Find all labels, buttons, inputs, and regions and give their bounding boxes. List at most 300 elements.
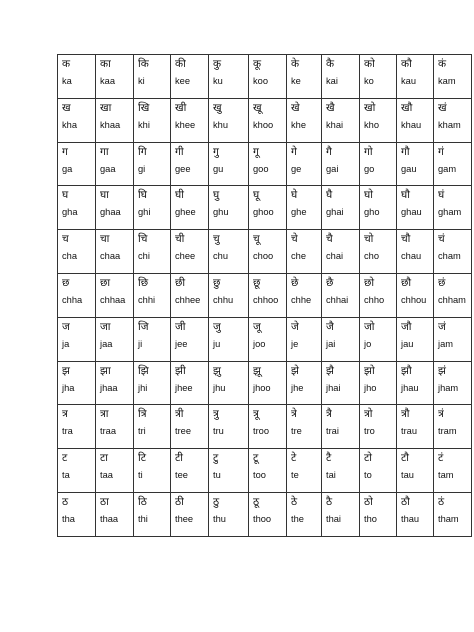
transliteration: gu [213, 163, 224, 174]
transliteration: koo [253, 76, 268, 86]
transliteration: kam [438, 76, 456, 86]
syllable-cell [96, 492, 134, 536]
transliteration: ghau [401, 207, 422, 218]
devanagari-syllable: घ [62, 189, 69, 202]
transliteration: jee [175, 338, 188, 349]
devanagari-syllable: कू [253, 58, 262, 70]
devanagari-syllable: छ [62, 276, 70, 289]
transliteration: chhe [291, 294, 312, 305]
devanagari-syllable: झ [62, 364, 70, 377]
transliteration: chhee [175, 294, 201, 305]
table-row [58, 186, 472, 230]
devanagari-syllable: टि [138, 452, 147, 465]
syllable-cell [397, 361, 434, 405]
transliteration: chhaa [100, 294, 126, 305]
transliteration: chu [213, 251, 228, 262]
devanagari-syllable: जे [291, 320, 299, 333]
syllable-cell [209, 361, 249, 405]
devanagari-syllable: का [100, 58, 111, 70]
syllable-cell [134, 186, 171, 230]
transliteration: thee [175, 513, 194, 524]
transliteration: chaa [100, 251, 121, 262]
transliteration: ku [213, 76, 223, 86]
transliteration: ju [213, 338, 221, 349]
syllable-cell [209, 449, 249, 493]
devanagari-syllable: खं [438, 101, 447, 114]
syllable-cell [360, 273, 397, 317]
syllable-cell [209, 142, 249, 186]
devanagari-syllable: खि [138, 101, 150, 114]
devanagari-syllable: छौ [401, 276, 412, 289]
devanagari-syllable: त्रो [364, 408, 373, 421]
transliteration: kho [364, 119, 379, 130]
devanagari-syllable: कं [438, 58, 447, 70]
devanagari-syllable: त्री [175, 408, 184, 421]
transliteration: go [364, 163, 375, 174]
devanagari-syllable: झु [213, 364, 221, 377]
syllable-cell [287, 449, 322, 493]
devanagari-syllable: टौ [401, 452, 410, 465]
syllable-cell [209, 273, 249, 317]
devanagari-syllable: चा [100, 233, 110, 246]
transliteration: jha [62, 382, 75, 393]
syllable-cell [434, 98, 472, 142]
devanagari-syllable: त्रै [326, 408, 332, 421]
transliteration: too [253, 470, 266, 481]
transliteration: ghu [213, 207, 229, 218]
transliteration: jaa [100, 338, 113, 349]
syllable-cell [360, 55, 397, 99]
syllable-cell [171, 98, 209, 142]
syllable-cell [134, 98, 171, 142]
devanagari-syllable: झू [253, 364, 261, 377]
syllable-cell [58, 317, 96, 361]
transliteration: tai [326, 470, 336, 481]
devanagari-syllable: घी [175, 189, 184, 202]
syllable-cell [397, 98, 434, 142]
transliteration: troo [253, 426, 270, 437]
syllable-cell [287, 405, 322, 449]
devanagari-syllable: ची [175, 233, 185, 246]
syllable-cell [322, 449, 360, 493]
syllable-cell [434, 230, 472, 274]
devanagari-syllable: छु [213, 276, 221, 289]
syllable-cell [209, 55, 249, 99]
syllable-cell [322, 98, 360, 142]
syllable-cell [434, 449, 472, 493]
transliteration: jhai [326, 382, 341, 393]
transliteration: ti [138, 470, 143, 481]
transliteration: chhu [213, 294, 234, 305]
transliteration: tree [175, 426, 192, 437]
transliteration: gau [401, 163, 417, 174]
devanagari-syllable: ठो [364, 495, 373, 508]
syllable-cell [58, 230, 96, 274]
devanagari-syllable: चे [291, 233, 298, 246]
transliteration: cha [62, 251, 77, 262]
transliteration: kaa [100, 76, 115, 86]
devanagari-syllable: घै [326, 189, 333, 202]
syllable-cell [322, 142, 360, 186]
syllable-cell [58, 361, 96, 405]
devanagari-syllable: कि [138, 58, 149, 70]
syllable-cell [96, 449, 134, 493]
devanagari-syllable: छो [364, 276, 375, 289]
syllable-cell [434, 317, 472, 361]
table-row [58, 317, 472, 361]
devanagari-syllable: जं [438, 320, 446, 333]
transliteration: ghi [138, 207, 151, 218]
devanagari-syllable: को [364, 58, 375, 70]
devanagari-syllable: चौ [401, 233, 411, 246]
syllable-cell [322, 55, 360, 99]
transliteration: chham [438, 294, 466, 305]
syllable-cell [360, 361, 397, 405]
table-row [58, 230, 472, 274]
devanagari-syllable: त्रु [213, 408, 219, 421]
syllable-cell [58, 449, 96, 493]
transliteration: thai [326, 513, 341, 524]
syllable-cell [134, 361, 171, 405]
transliteration: tam [438, 470, 454, 481]
devanagari-syllable: ठे [291, 495, 298, 508]
transliteration: kai [326, 76, 338, 86]
transliteration: trai [326, 426, 339, 437]
transliteration: ga [62, 163, 73, 174]
devanagari-syllable: झी [175, 364, 186, 377]
devanagari-syllable: जौ [401, 320, 412, 333]
transliteration: tha [62, 513, 75, 524]
syllable-cell [322, 492, 360, 536]
devanagari-syllable: च [62, 233, 69, 246]
syllable-cell [397, 449, 434, 493]
syllable-cell [209, 186, 249, 230]
syllable-cell [134, 230, 171, 274]
syllable-cell [360, 230, 397, 274]
transliteration: cho [364, 251, 379, 262]
transliteration: khaa [100, 119, 121, 130]
transliteration: jhu [213, 382, 226, 393]
transliteration: gi [138, 163, 146, 174]
transliteration: jhe [291, 382, 304, 393]
syllable-cell [58, 273, 96, 317]
devanagari-syllable: घे [291, 189, 298, 202]
devanagari-syllable: झे [291, 364, 299, 377]
transliteration: jhaa [100, 382, 118, 393]
devanagari-syllable: ठी [175, 495, 184, 508]
devanagari-syllable: टं [438, 452, 444, 465]
transliteration: te [291, 470, 299, 481]
transliteration: tre [291, 426, 302, 437]
devanagari-syllable: छं [438, 276, 446, 289]
devanagari-syllable: गी [175, 145, 184, 158]
devanagari-syllable: त्रा [100, 408, 109, 421]
syllable-cell [397, 405, 434, 449]
table-row [58, 405, 472, 449]
syllable-table-body [58, 55, 472, 537]
transliteration: chau [401, 251, 422, 262]
transliteration: the [291, 513, 304, 524]
transliteration: ka [62, 76, 72, 86]
devanagari-syllable: ठा [100, 495, 109, 508]
devanagari-syllable: टै [326, 452, 332, 465]
transliteration: chhoo [253, 294, 279, 305]
transliteration: tu [213, 470, 221, 481]
transliteration: kha [62, 119, 77, 130]
syllable-cell [171, 273, 209, 317]
devanagari-syllable: झौ [401, 364, 412, 377]
devanagari-syllable: गू [253, 145, 259, 158]
syllable-cell [397, 142, 434, 186]
syllable-cell [58, 186, 96, 230]
syllable-cell [360, 405, 397, 449]
transliteration: chhou [401, 294, 427, 305]
transliteration: ja [62, 338, 70, 349]
transliteration: tra [62, 426, 73, 437]
syllable-cell [171, 186, 209, 230]
transliteration: jhi [138, 382, 148, 393]
devanagari-syllable: टू [253, 452, 259, 465]
devanagari-syllable: कौ [401, 58, 412, 70]
table-row [58, 361, 472, 405]
syllable-cell [249, 361, 287, 405]
devanagari-syllable: खु [213, 101, 222, 114]
syllable-cell [209, 405, 249, 449]
syllable-cell [287, 98, 322, 142]
transliteration: khoo [253, 119, 274, 130]
devanagari-syllable: झै [326, 364, 334, 377]
transliteration: che [291, 251, 306, 262]
table-row [58, 142, 472, 186]
syllable-cell [96, 317, 134, 361]
devanagari-syllable: गु [213, 145, 219, 158]
devanagari-syllable: की [175, 58, 186, 70]
transliteration: taa [100, 470, 113, 481]
devanagari-syllable: ठू [253, 495, 260, 508]
table-row [58, 449, 472, 493]
syllable-cell [134, 55, 171, 99]
devanagari-syllable: चु [213, 233, 220, 246]
syllable-cell [249, 405, 287, 449]
syllable-cell [322, 273, 360, 317]
devanagari-syllable: चै [326, 233, 333, 246]
transliteration: thaa [100, 513, 119, 524]
transliteration: jau [401, 338, 414, 349]
devanagari-syllable: जा [100, 320, 111, 333]
syllable-cell [434, 142, 472, 186]
transliteration: gam [438, 163, 457, 174]
devanagari-syllable: ठै [326, 495, 333, 508]
transliteration: tram [438, 426, 457, 437]
devanagari-syllable: त्रौ [401, 408, 410, 421]
syllable-cell [322, 317, 360, 361]
transliteration: chha [62, 294, 83, 305]
syllable-cell [249, 317, 287, 361]
devanagari-syllable: चं [438, 233, 445, 246]
transliteration: chho [364, 294, 385, 305]
syllable-cell [134, 317, 171, 361]
transliteration: choo [253, 251, 274, 262]
transliteration: ko [364, 76, 374, 86]
devanagari-syllable: झो [364, 364, 375, 377]
transliteration: khai [326, 119, 344, 130]
syllable-cell [249, 142, 287, 186]
syllable-cell [397, 186, 434, 230]
devanagari-syllable: घा [100, 189, 109, 202]
devanagari-syllable: झा [100, 364, 111, 377]
syllable-cell [96, 98, 134, 142]
transliteration: to [364, 470, 372, 481]
devanagari-syllable: गा [100, 145, 109, 158]
devanagari-syllable: जै [326, 320, 334, 333]
devanagari-syllable: त्रि [138, 408, 147, 421]
devanagari-syllable: खै [326, 101, 335, 114]
devanagari-syllable: खौ [401, 101, 413, 114]
syllable-cell [96, 186, 134, 230]
syllable-cell [397, 55, 434, 99]
devanagari-syllable: झि [138, 364, 149, 377]
syllable-cell [171, 405, 209, 449]
transliteration: joo [253, 338, 266, 349]
syllable-cell [171, 492, 209, 536]
syllable-cell [134, 405, 171, 449]
transliteration: kau [401, 76, 416, 86]
devanagari-syllable: घि [138, 189, 147, 202]
transliteration: jho [364, 382, 377, 393]
syllable-cell [434, 186, 472, 230]
transliteration: chhai [326, 294, 349, 305]
syllable-cell [287, 317, 322, 361]
transliteration: khi [138, 119, 150, 130]
syllable-cell [171, 142, 209, 186]
transliteration: gho [364, 207, 380, 218]
syllable-cell [434, 55, 472, 99]
devanagari-syllable: खू [253, 101, 262, 114]
syllable-cell [434, 492, 472, 536]
transliteration: ghoo [253, 207, 274, 218]
transliteration: ghaa [100, 207, 121, 218]
transliteration: chee [175, 251, 196, 262]
syllable-cell [322, 405, 360, 449]
syllable-cell [360, 492, 397, 536]
table-row [58, 492, 472, 536]
devanagari-syllable: गौ [401, 145, 410, 158]
syllable-cell [96, 142, 134, 186]
syllable-cell [96, 405, 134, 449]
transliteration: gai [326, 163, 339, 174]
syllable-cell [171, 449, 209, 493]
transliteration: jhau [401, 382, 419, 393]
syllable-cell [96, 55, 134, 99]
devanagari-syllable: के [291, 58, 300, 70]
devanagari-syllable: ग [62, 145, 68, 158]
transliteration: chhi [138, 294, 156, 305]
syllable-cell [249, 98, 287, 142]
devanagari-syllable: गो [364, 145, 373, 158]
devanagari-syllable: छा [100, 276, 111, 289]
syllable-cell [96, 230, 134, 274]
devanagari-syllable: टी [175, 452, 184, 465]
devanagari-syllable: ख [62, 101, 71, 114]
syllable-cell [287, 142, 322, 186]
devanagari-syllable: टा [100, 452, 109, 465]
transliteration: tro [364, 426, 375, 437]
syllable-cell [58, 492, 96, 536]
syllable-cell [249, 55, 287, 99]
syllable-cell [360, 186, 397, 230]
transliteration: thu [213, 513, 226, 524]
transliteration: thi [138, 513, 148, 524]
transliteration: jo [364, 338, 372, 349]
transliteration: khee [175, 119, 196, 130]
devanagari-syllable: छै [326, 276, 334, 289]
syllable-cell [134, 492, 171, 536]
transliteration: jhee [175, 382, 193, 393]
syllable-cell [322, 230, 360, 274]
transliteration: ji [138, 338, 143, 349]
transliteration: ghe [291, 207, 307, 218]
devanagari-syllable: खी [175, 101, 187, 114]
syllable-cell [249, 492, 287, 536]
transliteration: jam [438, 338, 453, 349]
devanagari-syllable: गै [326, 145, 332, 158]
devanagari-syllable: गं [438, 145, 444, 158]
devanagari-syllable: जु [213, 320, 221, 333]
syllable-cell [249, 273, 287, 317]
syllable-cell [58, 98, 96, 142]
syllable-cell [96, 361, 134, 405]
transliteration: cham [438, 251, 461, 262]
transliteration: gee [175, 163, 191, 174]
devanagari-syllable: गे [291, 145, 297, 158]
syllable-cell [397, 230, 434, 274]
transliteration: ki [138, 76, 145, 86]
devanagari-syllable: जू [253, 320, 261, 333]
transliteration: jhoo [253, 382, 271, 393]
transliteration: chai [326, 251, 344, 262]
transliteration: tri [138, 426, 146, 437]
syllable-cell [249, 186, 287, 230]
devanagari-syllable: टे [291, 452, 297, 465]
devanagari-syllable: कै [326, 58, 335, 70]
table-row [58, 55, 472, 99]
devanagari-syllable: छी [175, 276, 186, 289]
syllable-cell [287, 55, 322, 99]
transliteration: ghai [326, 207, 344, 218]
syllable-cell [360, 449, 397, 493]
syllable-cell [209, 98, 249, 142]
syllable-cell [171, 55, 209, 99]
transliteration: gham [438, 207, 462, 218]
syllable-cell [397, 273, 434, 317]
syllable-cell [171, 230, 209, 274]
syllable-cell [209, 492, 249, 536]
syllable-cell [287, 230, 322, 274]
syllable-cell [322, 361, 360, 405]
transliteration: goo [253, 163, 269, 174]
devanagari-syllable: खा [100, 101, 112, 114]
transliteration: chi [138, 251, 150, 262]
transliteration: kee [175, 76, 190, 86]
devanagari-syllable: कु [213, 58, 222, 70]
devanagari-syllable: घौ [401, 189, 410, 202]
syllable-cell [249, 449, 287, 493]
syllable-cell [134, 273, 171, 317]
syllable-cell [360, 98, 397, 142]
devanagari-syllable: त्रे [291, 408, 297, 421]
transliteration: khu [213, 119, 228, 130]
devanagari-syllable: ठ [62, 495, 69, 508]
